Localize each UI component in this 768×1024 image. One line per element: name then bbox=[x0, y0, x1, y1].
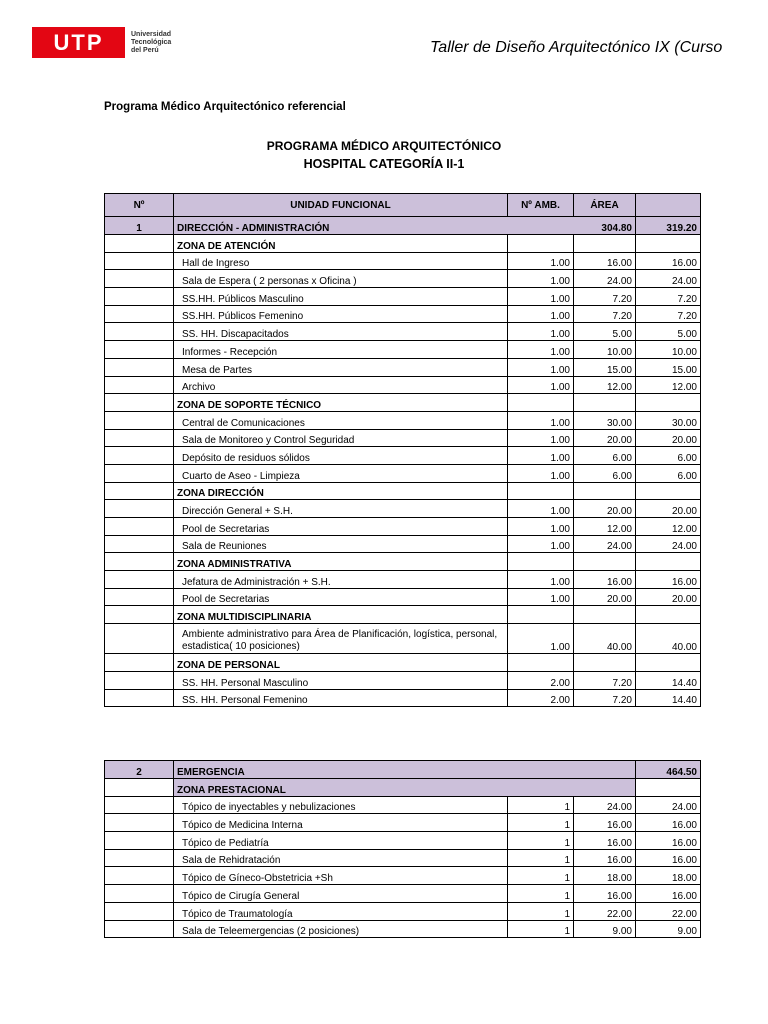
row-number-cell bbox=[105, 689, 174, 707]
zone-fill bbox=[508, 779, 574, 797]
zone-name: ZONA MULTIDISCIPLINARIA bbox=[174, 606, 508, 624]
table-row bbox=[105, 796, 701, 814]
course-title: Taller de Diseño Arquitectónico IX (Curso bbox=[430, 39, 723, 56]
section-name: DIRECCIÓN - ADMINISTRACIÓN bbox=[174, 217, 508, 235]
unit-name: Tópico de Pediatría bbox=[174, 832, 508, 850]
row-number-cell bbox=[105, 671, 174, 689]
unit-name: Tópico de Cirugía General bbox=[174, 885, 508, 903]
unit-name: Archivo bbox=[174, 376, 508, 394]
unit-name: Cuarto de Aseo - Limpieza bbox=[174, 464, 508, 482]
area-value: 7.20 bbox=[574, 288, 636, 306]
area-value: 15.00 bbox=[574, 358, 636, 376]
area-cell bbox=[574, 235, 636, 253]
total-value: 14.40 bbox=[636, 671, 701, 689]
hospital-category-title: HOSPITAL CATEGORÍA II-1 bbox=[303, 157, 465, 171]
amb-value: 1.00 bbox=[508, 588, 574, 606]
table-row bbox=[105, 849, 701, 867]
unit-name: SS. HH. Personal Masculino bbox=[174, 671, 508, 689]
total-cell bbox=[636, 654, 701, 672]
amb-value: 1.00 bbox=[508, 411, 574, 429]
section-name: EMERGENCIA bbox=[174, 761, 508, 779]
area-cell bbox=[574, 394, 636, 412]
zone-number-cell bbox=[105, 482, 174, 500]
table-row bbox=[105, 341, 701, 359]
unit-name: Central de Comunicaciones bbox=[174, 411, 508, 429]
unit-name: Dirección General + S.H. bbox=[174, 500, 508, 518]
zone-row bbox=[105, 779, 701, 797]
table-row bbox=[105, 671, 701, 689]
area-value: 12.00 bbox=[574, 518, 636, 536]
total-value: 10.00 bbox=[636, 341, 701, 359]
area-value: 22.00 bbox=[574, 902, 636, 920]
area-cell bbox=[574, 654, 636, 672]
row-number-cell bbox=[105, 323, 174, 341]
amb-value: 2.00 bbox=[508, 671, 574, 689]
table-row bbox=[105, 571, 701, 589]
logo-line: Universidad bbox=[131, 30, 172, 38]
amb-value: 1.00 bbox=[508, 518, 574, 536]
zone-name: ZONA DE ATENCIÓN bbox=[174, 235, 508, 253]
unit-name: Sala de Teleemergencias (2 posiciones) bbox=[174, 920, 508, 938]
amb-value: 1.00 bbox=[508, 500, 574, 518]
area-value: 7.20 bbox=[574, 671, 636, 689]
row-number-cell bbox=[105, 920, 174, 938]
amb-value: 1.00 bbox=[508, 447, 574, 465]
amb-value: 1 bbox=[508, 832, 574, 850]
amb-value: 1 bbox=[508, 885, 574, 903]
table-row bbox=[105, 885, 701, 903]
amb-value: 1.00 bbox=[508, 341, 574, 359]
logo-line: Tecnológica bbox=[131, 38, 172, 46]
zone-name: ZONA DE PERSONAL bbox=[174, 654, 508, 672]
unit-name: Pool de Secretarias bbox=[174, 518, 508, 536]
total-value: 20.00 bbox=[636, 588, 701, 606]
total-value: 14.40 bbox=[636, 689, 701, 707]
col-header-unit: UNIDAD FUNCIONAL bbox=[174, 194, 508, 217]
row-number-cell bbox=[105, 305, 174, 323]
unit-name: Tópico de Medicina Interna bbox=[174, 814, 508, 832]
total-value: 9.00 bbox=[636, 920, 701, 938]
section-row bbox=[105, 217, 701, 235]
amb-cell bbox=[508, 482, 574, 500]
col-header-number: Nº bbox=[105, 194, 174, 217]
area-value: 5.00 bbox=[574, 323, 636, 341]
unit-name: Hall de Ingreso bbox=[174, 252, 508, 270]
zone-row bbox=[105, 394, 701, 412]
total-value: 24.00 bbox=[636, 796, 701, 814]
amb-value: 1.00 bbox=[508, 429, 574, 447]
zone-total-cell bbox=[636, 779, 701, 797]
area-value: 24.00 bbox=[574, 796, 636, 814]
amb-value: 1 bbox=[508, 902, 574, 920]
total-value: 16.00 bbox=[636, 252, 701, 270]
zone-row bbox=[105, 553, 701, 571]
total-value: 16.00 bbox=[636, 832, 701, 850]
table-row bbox=[105, 376, 701, 394]
total-value: 40.00 bbox=[636, 624, 701, 654]
area-value: 16.00 bbox=[574, 814, 636, 832]
unit-name: Pool de Secretarias bbox=[174, 588, 508, 606]
zone-number-cell bbox=[105, 654, 174, 672]
zone-number-cell bbox=[105, 606, 174, 624]
zone-row bbox=[105, 482, 701, 500]
unit-name: Tópico de Gíneco-Obstetricia +Sh bbox=[174, 867, 508, 885]
table-row bbox=[105, 358, 701, 376]
amb-value: 1.00 bbox=[508, 464, 574, 482]
amb-value: 1 bbox=[508, 849, 574, 867]
row-number-cell bbox=[105, 252, 174, 270]
col-header-area: ÁREA bbox=[574, 194, 636, 217]
unit-name: Sala de Rehidratación bbox=[174, 849, 508, 867]
row-number-cell bbox=[105, 464, 174, 482]
row-number-cell bbox=[105, 358, 174, 376]
table-row bbox=[105, 429, 701, 447]
total-cell bbox=[636, 394, 701, 412]
unit-name: Mesa de Partes bbox=[174, 358, 508, 376]
table-row bbox=[105, 270, 701, 288]
row-number-cell bbox=[105, 518, 174, 536]
unit-name: Informes - Recepción bbox=[174, 341, 508, 359]
area-value: 7.20 bbox=[574, 689, 636, 707]
row-number-cell bbox=[105, 571, 174, 589]
unit-name: SS. HH. Discapacitados bbox=[174, 323, 508, 341]
row-number-cell bbox=[105, 447, 174, 465]
amb-value: 1.00 bbox=[508, 288, 574, 306]
amb-cell bbox=[508, 235, 574, 253]
section-area: 304.80 bbox=[574, 217, 636, 235]
row-number-cell bbox=[105, 288, 174, 306]
total-value: 7.20 bbox=[636, 288, 701, 306]
area-value: 16.00 bbox=[574, 885, 636, 903]
table-row bbox=[105, 624, 701, 654]
section-total: 319.20 bbox=[636, 217, 701, 235]
row-number-cell bbox=[105, 535, 174, 553]
area-value: 30.00 bbox=[574, 411, 636, 429]
table-row bbox=[105, 535, 701, 553]
table-row bbox=[105, 500, 701, 518]
row-number-cell bbox=[105, 411, 174, 429]
total-value: 16.00 bbox=[636, 814, 701, 832]
table-row bbox=[105, 588, 701, 606]
area-value: 20.00 bbox=[574, 429, 636, 447]
unit-name: SS.HH. Públicos Femenino bbox=[174, 305, 508, 323]
row-number-cell bbox=[105, 500, 174, 518]
zone-name: ZONA DE SOPORTE TÉCNICO bbox=[174, 394, 508, 412]
amb-cell bbox=[508, 606, 574, 624]
amb-value: 1.00 bbox=[508, 305, 574, 323]
table-header-row bbox=[105, 194, 701, 217]
row-number-cell bbox=[105, 624, 174, 654]
section-spacer bbox=[508, 217, 574, 235]
unit-name: Sala de Reuniones bbox=[174, 535, 508, 553]
unit-name: Jefatura de Administración + S.H. bbox=[174, 571, 508, 589]
unit-name: Sala de Monitoreo y Control Seguridad bbox=[174, 429, 508, 447]
row-number-cell bbox=[105, 429, 174, 447]
total-value: 16.00 bbox=[636, 885, 701, 903]
amb-value: 1.00 bbox=[508, 270, 574, 288]
row-number-cell bbox=[105, 849, 174, 867]
unit-name: Tópico de Traumatología bbox=[174, 902, 508, 920]
program-title: PROGRAMA MÉDICO ARQUITECTÓNICO bbox=[266, 139, 502, 153]
area-value: 24.00 bbox=[574, 270, 636, 288]
zone-name: ZONA ADMINISTRATIVA bbox=[174, 553, 508, 571]
unit-name: Depósito de residuos sólidos bbox=[174, 447, 508, 465]
area-value: 18.00 bbox=[574, 867, 636, 885]
amb-value: 1.00 bbox=[508, 358, 574, 376]
col-header-amb: Nº AMB. bbox=[508, 194, 574, 217]
col-header-total bbox=[636, 194, 701, 217]
zone-row bbox=[105, 654, 701, 672]
unit-name: Tópico de inyectables y nebulizaciones bbox=[174, 796, 508, 814]
area-value: 12.00 bbox=[574, 376, 636, 394]
row-number-cell bbox=[105, 902, 174, 920]
zone-number-cell bbox=[105, 235, 174, 253]
total-value: 20.00 bbox=[636, 500, 701, 518]
row-number-cell bbox=[105, 341, 174, 359]
area-value: 7.20 bbox=[574, 305, 636, 323]
zone-name: ZONA DIRECCIÓN bbox=[174, 482, 508, 500]
logo-letters: UTP bbox=[53, 29, 104, 55]
total-value: 18.00 bbox=[636, 867, 701, 885]
section-number: 2 bbox=[105, 761, 174, 779]
area-cell bbox=[574, 606, 636, 624]
section-number: 1 bbox=[105, 217, 174, 235]
table-row bbox=[105, 447, 701, 465]
row-number-cell bbox=[105, 270, 174, 288]
zone-row bbox=[105, 235, 701, 253]
amb-value: 1 bbox=[508, 814, 574, 832]
row-number-cell bbox=[105, 814, 174, 832]
unit-name: SS.HH. Públicos Masculino bbox=[174, 288, 508, 306]
area-cell bbox=[574, 553, 636, 571]
amb-cell bbox=[508, 654, 574, 672]
amb-value: 1.00 bbox=[508, 571, 574, 589]
area-value: 10.00 bbox=[574, 341, 636, 359]
area-value: 16.00 bbox=[574, 252, 636, 270]
section-spacer bbox=[574, 761, 636, 779]
table-row bbox=[105, 920, 701, 938]
table-row bbox=[105, 288, 701, 306]
table-row bbox=[105, 323, 701, 341]
total-value: 7.20 bbox=[636, 305, 701, 323]
document-subheading: Programa Médico Arquitectónico referencial bbox=[104, 101, 346, 113]
total-cell bbox=[636, 482, 701, 500]
area-value: 16.00 bbox=[574, 571, 636, 589]
unit-name: SS. HH. Personal Femenino bbox=[174, 689, 508, 707]
total-value: 16.00 bbox=[636, 849, 701, 867]
amb-cell bbox=[508, 394, 574, 412]
total-value: 16.00 bbox=[636, 571, 701, 589]
unit-name: Sala de Espera ( 2 personas x Oficina ) bbox=[174, 270, 508, 288]
area-value: 6.00 bbox=[574, 464, 636, 482]
total-cell bbox=[636, 235, 701, 253]
total-value: 6.00 bbox=[636, 447, 701, 465]
amb-value: 1.00 bbox=[508, 624, 574, 654]
total-cell bbox=[636, 553, 701, 571]
zone-row bbox=[105, 606, 701, 624]
section-total: 464.50 bbox=[636, 761, 701, 779]
amb-value: 1.00 bbox=[508, 252, 574, 270]
total-value: 24.00 bbox=[636, 535, 701, 553]
zone-fill bbox=[574, 779, 636, 797]
row-number-cell bbox=[105, 832, 174, 850]
amb-value: 1.00 bbox=[508, 376, 574, 394]
area-value: 20.00 bbox=[574, 500, 636, 518]
table-row bbox=[105, 902, 701, 920]
row-number-cell bbox=[105, 867, 174, 885]
area-value: 6.00 bbox=[574, 447, 636, 465]
area-value: 16.00 bbox=[574, 832, 636, 850]
total-value: 24.00 bbox=[636, 270, 701, 288]
row-number-cell bbox=[105, 588, 174, 606]
table-row bbox=[105, 518, 701, 536]
total-value: 12.00 bbox=[636, 376, 701, 394]
logo-mark bbox=[32, 27, 125, 58]
area-value: 9.00 bbox=[574, 920, 636, 938]
table-row bbox=[105, 464, 701, 482]
area-value: 24.00 bbox=[574, 535, 636, 553]
total-cell bbox=[636, 606, 701, 624]
total-value: 22.00 bbox=[636, 902, 701, 920]
amb-value: 1 bbox=[508, 920, 574, 938]
table-row bbox=[105, 689, 701, 707]
row-number-cell bbox=[105, 885, 174, 903]
logo-line: del Perú bbox=[131, 46, 159, 54]
total-value: 30.00 bbox=[636, 411, 701, 429]
zone-number-cell bbox=[105, 394, 174, 412]
table-row bbox=[105, 305, 701, 323]
table-row bbox=[105, 252, 701, 270]
table-row bbox=[105, 867, 701, 885]
amb-value: 2.00 bbox=[508, 689, 574, 707]
section-row bbox=[105, 761, 701, 779]
program-table-emergencia bbox=[104, 760, 701, 938]
zone-number-cell bbox=[105, 553, 174, 571]
total-value: 6.00 bbox=[636, 464, 701, 482]
utp-logo bbox=[32, 27, 171, 58]
amb-value: 1.00 bbox=[508, 323, 574, 341]
zone-name: ZONA PRESTACIONAL bbox=[174, 779, 508, 797]
table-row bbox=[105, 411, 701, 429]
amb-cell bbox=[508, 553, 574, 571]
row-number-cell bbox=[105, 796, 174, 814]
table-row bbox=[105, 814, 701, 832]
amb-value: 1.00 bbox=[508, 535, 574, 553]
unit-name: Ambiente administrativo para Área de Planificación, logística, personal, estadistica( 10 posiciones) bbox=[174, 624, 508, 654]
row-number-cell bbox=[105, 376, 174, 394]
logo-wordmark bbox=[131, 31, 171, 55]
total-value: 15.00 bbox=[636, 358, 701, 376]
total-value: 5.00 bbox=[636, 323, 701, 341]
zone-number-cell bbox=[105, 779, 174, 797]
area-value: 16.00 bbox=[574, 849, 636, 867]
total-value: 12.00 bbox=[636, 518, 701, 536]
section-spacer bbox=[508, 761, 574, 779]
area-cell bbox=[574, 482, 636, 500]
amb-value: 1 bbox=[508, 796, 574, 814]
total-value: 20.00 bbox=[636, 429, 701, 447]
program-table-direccion bbox=[104, 193, 701, 707]
amb-value: 1 bbox=[508, 867, 574, 885]
area-value: 40.00 bbox=[574, 624, 636, 654]
table-row bbox=[105, 832, 701, 850]
area-value: 20.00 bbox=[574, 588, 636, 606]
